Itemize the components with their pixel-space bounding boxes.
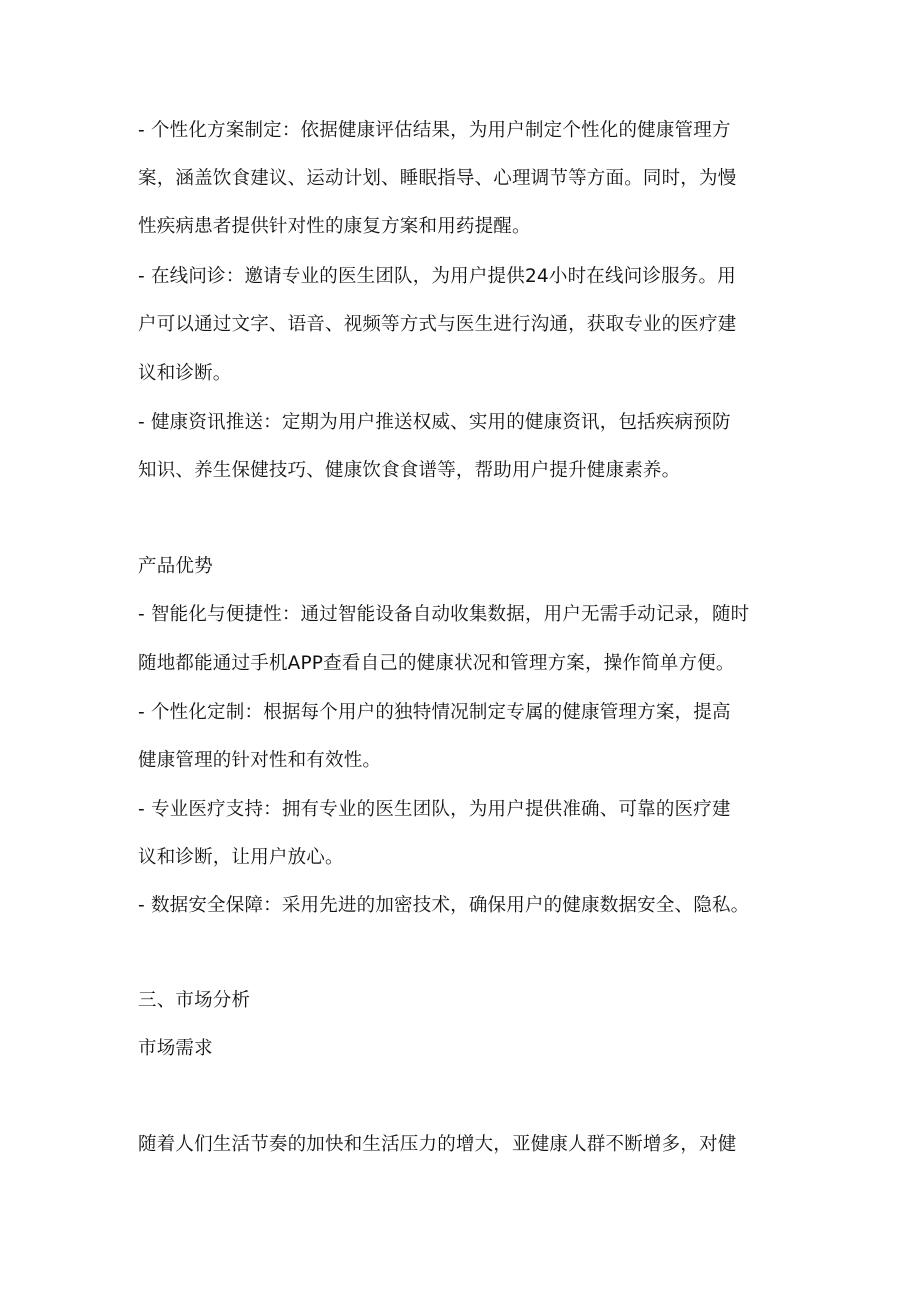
text-line: 随着人们生活节奏的加快和生活压力的增大，亚健康人群不断增多，对健	[138, 1134, 737, 1155]
text-line: 健康管理的针对性和有效性。	[138, 750, 382, 771]
section-heading: 产品优势	[138, 556, 213, 577]
text-line: - 智能化与便捷性：通过智能设备自动收集数据，用户无需手动记录，随时	[138, 604, 750, 625]
text-line: - 在线问诊：邀请专业的医生团队，为用户提供24小时在线问诊服务。用	[138, 266, 736, 287]
text-line: 知识、养生保健技巧、健康饮食食谱等，帮助用户提升健康素养。	[138, 460, 681, 481]
text-line: 议和诊断，让用户放心。	[138, 847, 344, 868]
text-line: 议和诊断。	[138, 363, 232, 384]
text-line: 户可以通过文字、语音、视频等方式与医生进行沟通，获取专业的医疗建	[138, 314, 737, 335]
section-heading: 市场需求	[138, 1038, 213, 1059]
text-line: - 健康资讯推送：定期为用户推送权威、实用的健康资讯，包括疾病预防	[138, 412, 731, 433]
chapter-heading: 三、市场分析	[138, 990, 251, 1011]
text-line: - 个性化方案制定：依据健康评估结果，为用户制定个性化的健康管理方	[138, 120, 731, 141]
text-line: 随地都能通过手机APP查看自己的健康状况和管理方案，操作简单方便。	[138, 653, 735, 674]
text-line: - 专业医疗支持：拥有专业的医生团队，为用户提供准确、可靠的医疗建	[138, 799, 731, 820]
text-line: - 数据安全保障：采用先进的加密技术，确保用户的健康数据安全、隐私。	[138, 895, 750, 916]
text-line: 案，涵盖饮食建议、运动计划、睡眠指导、心理调节等方面。同时，为慢	[138, 168, 737, 189]
text-line: - 个性化定制：根据每个用户的独特情况制定专属的健康管理方案，提高	[138, 702, 731, 723]
text-line: 性疾病患者提供针对性的康复方案和用药提醒。	[138, 216, 531, 237]
